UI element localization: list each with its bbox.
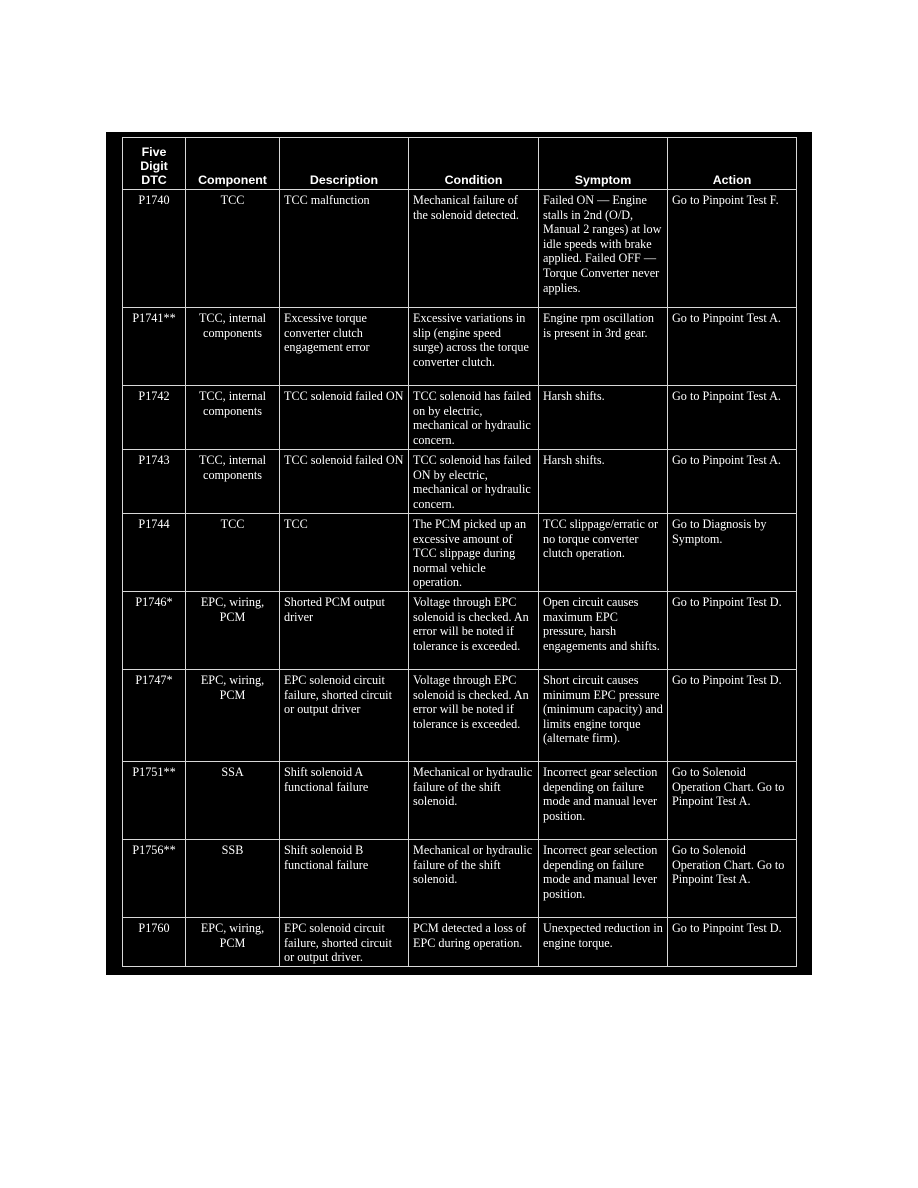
table-row (123, 670, 797, 762)
description-cell: TCC malfunction (280, 190, 409, 308)
header-dtc (123, 138, 186, 190)
condition-cell: PCM detected a loss of EPC during operation. (409, 918, 539, 967)
condition-cell: Mechanical failure of the solenoid detected. (409, 190, 539, 308)
condition-cell: Excessive variations in slip (engine speed surge) across the torque converter clutch. (409, 308, 539, 386)
table-row (123, 514, 797, 592)
dtc-code: P1742 (123, 386, 186, 450)
component-cell: SSB (186, 840, 280, 918)
component-cell: TCC, internal components (186, 386, 280, 450)
header-component: Component (186, 138, 280, 190)
action-cell: Go to Pinpoint Test D. (668, 918, 797, 967)
action-cell: Go to Pinpoint Test D. (668, 670, 797, 762)
description-cell: Shorted PCM output driver (280, 592, 409, 670)
component-cell: EPC, wiring, PCM (186, 670, 280, 762)
description-cell: TCC (280, 514, 409, 592)
dtc-code: P1743 (123, 450, 186, 514)
condition-cell: Voltage through EPC solenoid is checked. An error will be noted if tolerance is exceeded. (409, 592, 539, 670)
component-cell: SSA (186, 762, 280, 840)
symptom-cell: Harsh shifts. (539, 450, 668, 514)
dtc-code: P1751** (123, 762, 186, 840)
header-description: Description (280, 138, 409, 190)
component-cell: EPC, wiring, PCM (186, 918, 280, 967)
action-cell: Go to Solenoid Operation Chart. Go to Pinpoint Test A. (668, 840, 797, 918)
description-cell: Shift solenoid A functional failure (280, 762, 409, 840)
action-cell: Go to Solenoid Operation Chart. Go to Pinpoint Test A. (668, 762, 797, 840)
description-cell: EPC solenoid circuit failure, shorted circuit or output driver (280, 670, 409, 762)
table-row (123, 918, 797, 967)
header-condition: Condition (409, 138, 539, 190)
symptom-cell: Engine rpm oscillation is present in 3rd gear. (539, 308, 668, 386)
table-row (123, 386, 797, 450)
action-cell: Go to Pinpoint Test A. (668, 308, 797, 386)
description-cell: Excessive torque converter clutch engagement error (280, 308, 409, 386)
description-cell: EPC solenoid circuit failure, shorted circuit or output driver. (280, 918, 409, 967)
dtc-code: P1741** (123, 308, 186, 386)
action-cell: Go to Pinpoint Test D. (668, 592, 797, 670)
action-cell: Go to Diagnosis by Symptom. (668, 514, 797, 592)
condition-cell: The PCM picked up an excessive amount of TCC slippage during normal vehicle operation. (409, 514, 539, 592)
component-cell: TCC, internal components (186, 308, 280, 386)
dtc-code: P1756** (123, 840, 186, 918)
symptom-cell: Short circuit causes minimum EPC pressure (minimum capacity) and limits engine torque (alternate firm). (539, 670, 668, 762)
table-row (123, 190, 797, 308)
component-cell: TCC, internal components (186, 450, 280, 514)
component-cell: TCC (186, 190, 280, 308)
dtc-code: P1740 (123, 190, 186, 308)
dtc-code: P1760 (123, 918, 186, 967)
condition-cell: TCC solenoid has failed ON by electric, mechanical or hydraulic concern. (409, 450, 539, 514)
dtc-table-panel (106, 132, 812, 975)
header-action: Action (668, 138, 797, 190)
condition-cell: Mechanical or hydraulic failure of the shift solenoid. (409, 840, 539, 918)
symptom-cell: TCC slippage/erratic or no torque converter clutch operation. (539, 514, 668, 592)
symptom-cell: Failed ON — Engine stalls in 2nd (O/D, Manual 2 ranges) at low idle speeds with brake applied. Failed OFF — Torque Converter never applies. (539, 190, 668, 308)
symptom-cell: Incorrect gear selection depending on failure mode and manual lever position. (539, 840, 668, 918)
symptom-cell: Open circuit causes maximum EPC pressure, harsh engagements and shifts. (539, 592, 668, 670)
action-cell: Go to Pinpoint Test A. (668, 386, 797, 450)
dtc-code: P1746* (123, 592, 186, 670)
dtc-code: P1744 (123, 514, 186, 592)
condition-cell: Voltage through EPC solenoid is checked. An error will be noted if tolerance is exceeded. (409, 670, 539, 762)
action-cell: Go to Pinpoint Test A. (668, 450, 797, 514)
description-cell: TCC solenoid failed ON (280, 386, 409, 450)
dtc-table (122, 137, 797, 967)
action-cell: Go to Pinpoint Test F. (668, 190, 797, 308)
header-symptom: Symptom (539, 138, 668, 190)
component-cell: EPC, wiring, PCM (186, 592, 280, 670)
dtc-code: P1747* (123, 670, 186, 762)
table-row (123, 840, 797, 918)
table-header-row (123, 138, 797, 190)
table-row (123, 450, 797, 514)
description-cell: Shift solenoid B functional failure (280, 840, 409, 918)
symptom-cell: Incorrect gear selection depending on failure mode and manual lever position. (539, 762, 668, 840)
table-row (123, 308, 797, 386)
condition-cell: Mechanical or hydraulic failure of the shift solenoid. (409, 762, 539, 840)
header-dtc-label: Five Digit DTC (140, 145, 168, 187)
condition-cell: TCC solenoid has failed on by electric, mechanical or hydraulic concern. (409, 386, 539, 450)
symptom-cell: Unexpected reduction in engine torque. (539, 918, 668, 967)
description-cell: TCC solenoid failed ON (280, 450, 409, 514)
component-cell: TCC (186, 514, 280, 592)
symptom-cell: Harsh shifts. (539, 386, 668, 450)
table-row (123, 592, 797, 670)
table-row (123, 762, 797, 840)
